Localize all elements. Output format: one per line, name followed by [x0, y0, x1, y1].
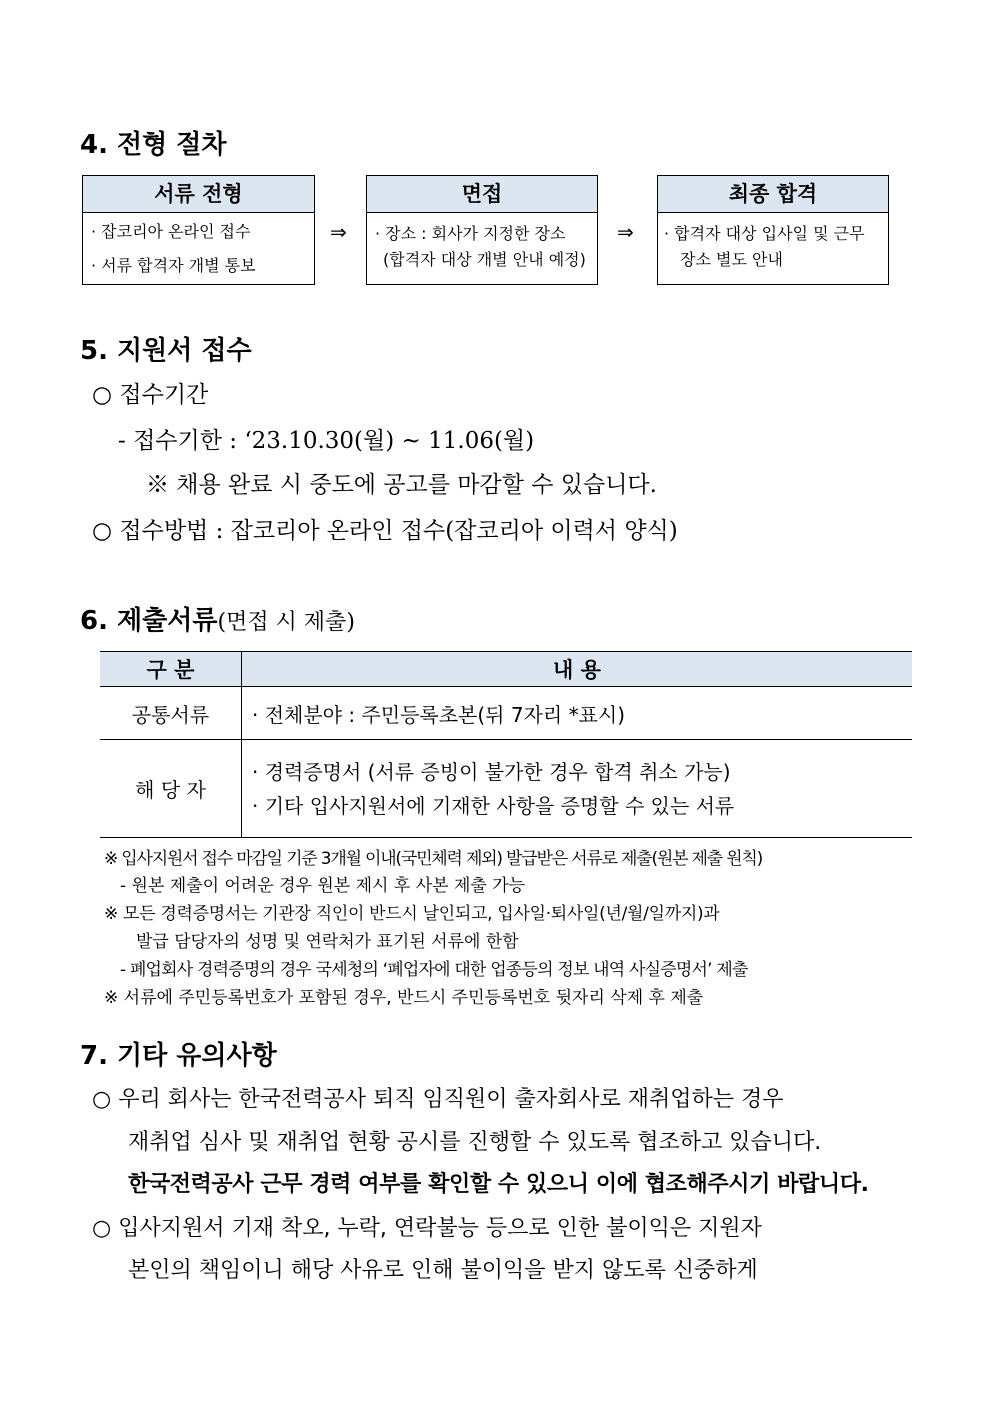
process-step-title: 면접: [367, 176, 597, 213]
process-step-title: 최종 합격: [658, 176, 888, 213]
section-5-title: 5. 지원서 접수: [80, 336, 252, 366]
process-step-interview: [366, 175, 598, 285]
deadline-note: ※ 채용 완료 시 중도에 공고를 마감할 수 있습니다.: [146, 472, 657, 498]
documents-table: [100, 651, 912, 838]
section-7-title: 7. 기타 유의사항: [80, 1041, 277, 1071]
notice-paragraph-line: 본인의 책임이니 해당 사유로 인해 불이익을 받지 않도록 신중하게: [128, 1258, 758, 1283]
notice-paragraph-line: ○ 우리 회사는 한국전력공사 퇴직 임직원이 출자회사로 재취업하는 경우: [92, 1087, 784, 1112]
notice-paragraph-line: ○ 입사지원서 기재 착오, 누락, 연락불능 등으로 인한 불이익은 지원자: [92, 1216, 762, 1241]
table-cell-line: · 기타 입사지원서에 기재한 사항을 증명할 수 있는 서류: [252, 793, 735, 818]
process-step-line: · 서류 합격자 개별 통보: [91, 256, 256, 275]
table-row: [100, 687, 912, 740]
arrow-icon: ⇒: [617, 220, 634, 244]
process-step-title: 서류 전형: [83, 176, 314, 213]
period-label: ○ 접수기간: [92, 382, 209, 408]
table-header-row: [100, 652, 912, 687]
table-cell-content: [242, 740, 913, 838]
section-6-title-suffix: (면접 시 제출): [217, 610, 355, 635]
notice-bold-line: 한국전력공사 근무 경력 여부를 확인할 수 있으니 이에 협조해주시기 바랍니다.: [128, 1172, 869, 1197]
section-6-title-main: 6. 제출서류: [80, 606, 218, 636]
section-6-title: [80, 600, 355, 637]
note-line: ※ 모든 경력증명서는 기관장 직인이 반드시 날인되고, 입사일·퇴사일(년/월/일까지)과: [104, 904, 720, 924]
arrow-icon: ⇒: [330, 220, 347, 244]
table-cell-content: · 전체분야 : 주민등록초본(뒤 7자리 *표시): [242, 687, 913, 740]
table-header: 구 분: [100, 652, 242, 687]
note-line: ※ 입사지원서 접수 마감일 기준 3개월 이내(국민체력 제외) 발급받은 서류로 제출(원본 제출 원칙): [104, 849, 763, 869]
table-cell-category: 해 당 자: [100, 740, 242, 838]
process-step-line: 장소 별도 안내: [680, 250, 783, 269]
note-line: 발급 담당자의 성명 및 연락처가 표기된 서류에 한함: [136, 932, 519, 952]
table-row: [100, 740, 912, 838]
note-line: - 폐업회사 경력증명의 경우 국세청의 ‘폐업자에 대한 업종등의 정보 내역 사실증명서’ 제출: [120, 960, 748, 980]
process-step-final: [657, 175, 889, 285]
application-method: ○ 접수방법 : 잡코리아 온라인 접수(잡코리아 이력서 양식): [92, 518, 678, 544]
note-line: ※ 서류에 주민등록번호가 포함된 경우, 반드시 주민등록번호 뒷자리 삭제 후 제출: [104, 988, 704, 1008]
process-step-line: · 장소 : 회사가 지정한 장소: [375, 224, 566, 243]
table-cell-category: 공통서류: [100, 687, 242, 740]
process-step-document: [82, 175, 315, 285]
note-line: - 원본 제출이 어려운 경우 원본 제시 후 사본 제출 가능: [120, 876, 526, 896]
notice-paragraph-line: 재취업 심사 및 재취업 현황 공시를 진행할 수 있도록 협조하고 있습니다.: [128, 1130, 822, 1155]
deadline: - 접수기한 : ‘23.10.30(월) ~ 11.06(월): [118, 428, 535, 454]
table-cell-line: · 경력증명서 (서류 증빙이 불가한 경우 합격 취소 가능): [252, 759, 731, 784]
section-4-title: 4. 전형 절차: [80, 130, 227, 160]
process-step-line: (합격자 대상 개별 안내 예정): [383, 250, 586, 269]
process-step-line: · 잡코리아 온라인 접수: [91, 222, 251, 241]
process-step-line: · 합격자 대상 입사일 및 근무: [664, 224, 865, 243]
table-header: 내 용: [242, 652, 913, 687]
